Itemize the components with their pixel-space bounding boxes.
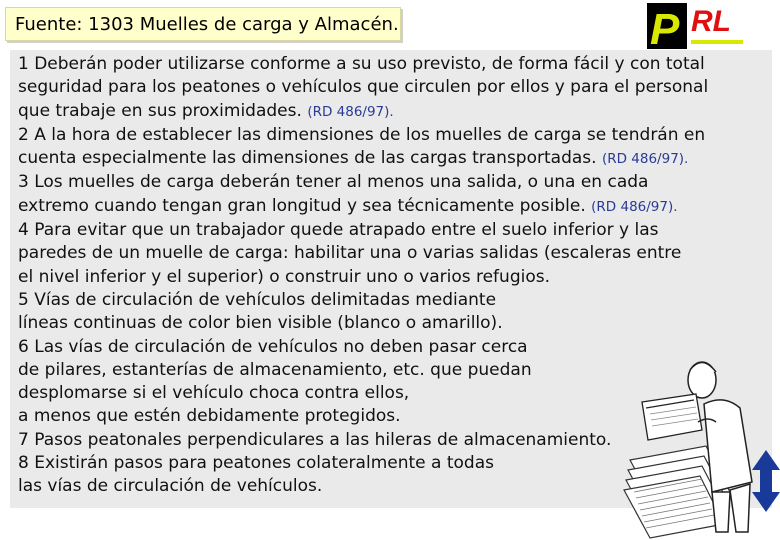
text-line-content: extremo cuando tengan gran longitud y sea técnicamente posible. [18,195,592,216]
text-line-content: 5 Vías de circulación de vehículos delimitadas mediante [18,289,497,310]
regulation-reference: (RD 486/97). [307,103,394,120]
text-line [18,359,708,382]
up-down-arrows-icon[interactable] [752,450,780,512]
prl-logo [645,3,745,49]
text-line-content: seguridad para los peatones o vehículos que circulen por ellos y para el personal [18,77,709,98]
text-line [18,475,708,498]
logo-letters-rl: RL [691,5,731,38]
regulations-text [18,53,708,499]
regulation-reference: (RD 486/97). [601,151,689,168]
text-line [18,382,708,405]
text-line [18,289,708,312]
text-line [18,53,708,76]
text-line [18,242,708,265]
text-line [18,405,708,428]
text-line-content: 3 Los muelles de carga deberán tener al menos una salida, o una en cada [18,172,649,193]
source-label-box [5,7,401,41]
text-line-content: 1 Deberán poder utilizarse conforme a su uso previsto, de forma fácil y con total [18,54,705,74]
text-line-content: 2 A la hora de establecer las dimensiones de los muelles de carga se tendrán en [18,124,706,145]
text-line [18,336,708,359]
text-line-content: cuenta especialmente las dimensiones de las cargas transportadas. [18,148,602,169]
text-line [18,266,708,289]
text-line-content: 4 Para evitar que un trabajador quede atrapado entre el suelo inferior y las [18,220,659,241]
text-line [18,100,708,124]
text-line [18,429,708,452]
text-line-content: paredes de un muelle de carga: habilitar una o varias salidas (escaleras entre [18,243,682,264]
logo-letter-p: P [650,5,680,49]
regulation-reference: (RD 486/97). [591,198,678,215]
text-line-content: desplomarse si el vehículo choca contra ellos, [18,383,410,404]
text-line [18,219,708,242]
text-line [18,76,708,99]
text-line [18,171,708,194]
man-reading-papers-illustration [612,342,780,540]
text-line [18,147,708,171]
text-line-content: el nivel inferior y el superior) o construir uno o varios refugios. [18,266,550,287]
text-line-content: 8 Existirán pasos para peatones colateralmente a todas [18,453,494,474]
text-line [18,124,708,147]
text-line [18,312,708,335]
source-label: Fuente: 1303 Muelles de carga y Almacén. [15,14,399,35]
text-line-content: que trabaje en sus proximidades. [18,100,308,121]
text-line-content: 6 Las vías de circulación de vehículos no deben pasar cerca [18,336,528,357]
text-line [18,452,708,475]
text-line-content: las vías de circulación de vehículos. [18,476,323,497]
text-line-content: a menos que estén debidamente protegidos. [18,406,401,427]
text-line [18,195,708,219]
text-line-content: líneas continuas de color bien visible (blanco o amarillo). [18,313,503,334]
text-line-content: 7 Pasos peatonales perpendiculares a las hileras de almacenamiento. [18,429,612,450]
text-line-content: de pilares, estanterías de almacenamiento, etc. que puedan [18,359,532,380]
